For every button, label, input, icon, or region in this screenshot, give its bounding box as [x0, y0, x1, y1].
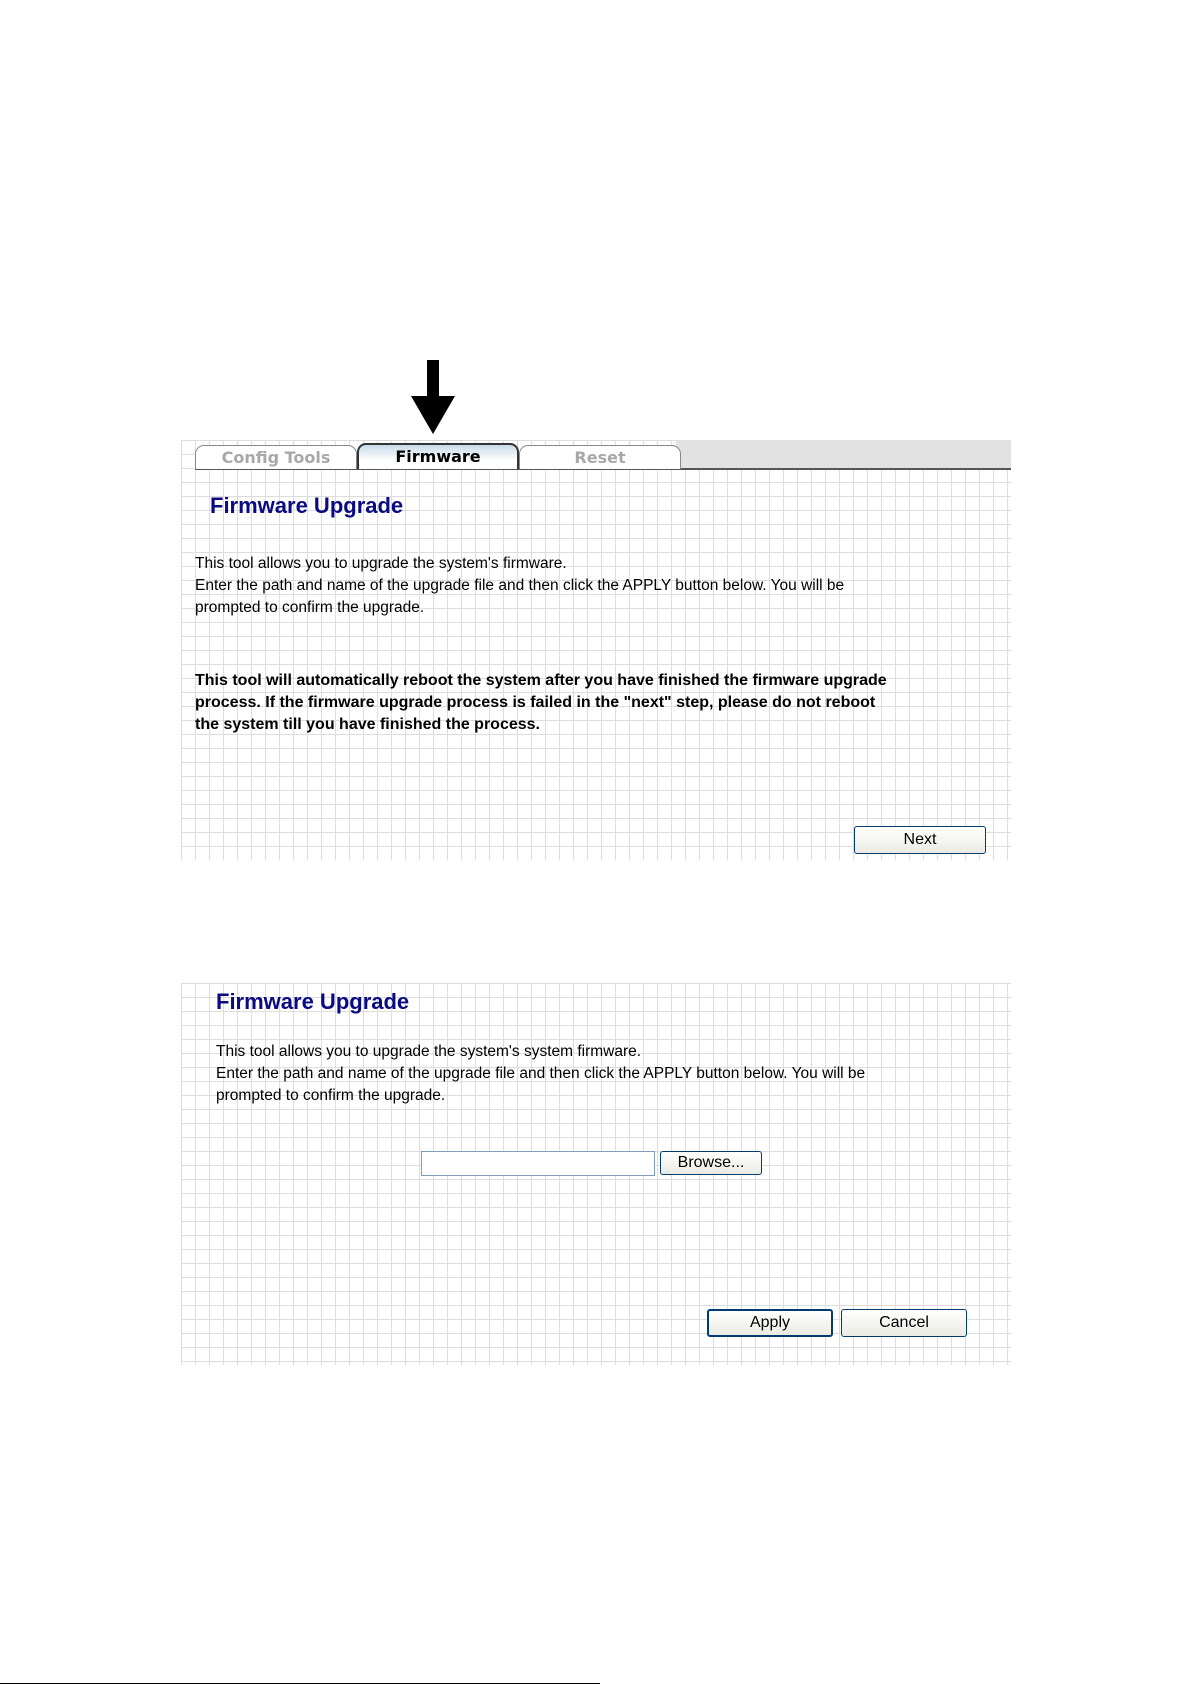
tab-strip — [181, 440, 1011, 470]
description-line: Enter the path and name of the upgrade file and then click the APPLY button below. You will be — [195, 577, 845, 594]
description — [195, 553, 985, 619]
arrow-shaft — [427, 360, 439, 398]
page-title: Firmware Upgrade — [216, 989, 410, 1014]
firmware-upgrade-panel-step1 — [181, 440, 1011, 860]
next-button[interactable]: Next — [854, 826, 986, 854]
arrow-down-icon — [411, 360, 455, 434]
arrow-head — [411, 396, 455, 434]
warning-line: process. If the firmware upgrade process is failed in the "next" step, please do not reboot — [195, 694, 876, 711]
description — [216, 1041, 996, 1107]
firmware-upgrade-panel-step2 — [181, 983, 1011, 1365]
firmware-file-input[interactable] — [421, 1151, 655, 1176]
apply-button[interactable]: Apply — [707, 1309, 833, 1337]
tab-config-tools[interactable]: Config Tools — [195, 445, 357, 469]
browse-button[interactable]: Browse... — [660, 1151, 762, 1175]
warning-line: This tool will automatically reboot the system after you have finished the firmware upgrade — [195, 672, 887, 689]
tab-firmware[interactable]: Firmware — [357, 443, 519, 469]
description-line: prompted to confirm the upgrade. — [195, 599, 425, 616]
page-title: Firmware Upgrade — [210, 493, 404, 518]
tab-strip-fill — [676, 440, 1011, 468]
footer-divider — [0, 1683, 600, 1684]
description-line: This tool allows you to upgrade the system's system firmware. — [216, 1043, 642, 1060]
cancel-button[interactable]: Cancel — [841, 1309, 967, 1337]
description-line: prompted to confirm the upgrade. — [216, 1087, 446, 1104]
warning-line: the system till you have finished the process. — [195, 716, 540, 733]
description-line: Enter the path and name of the upgrade file and then click the APPLY button below. You will be — [216, 1065, 866, 1082]
reboot-warning — [195, 670, 995, 736]
tab-reset[interactable]: Reset — [519, 445, 681, 469]
description-line: This tool allows you to upgrade the system's firmware. — [195, 555, 567, 572]
